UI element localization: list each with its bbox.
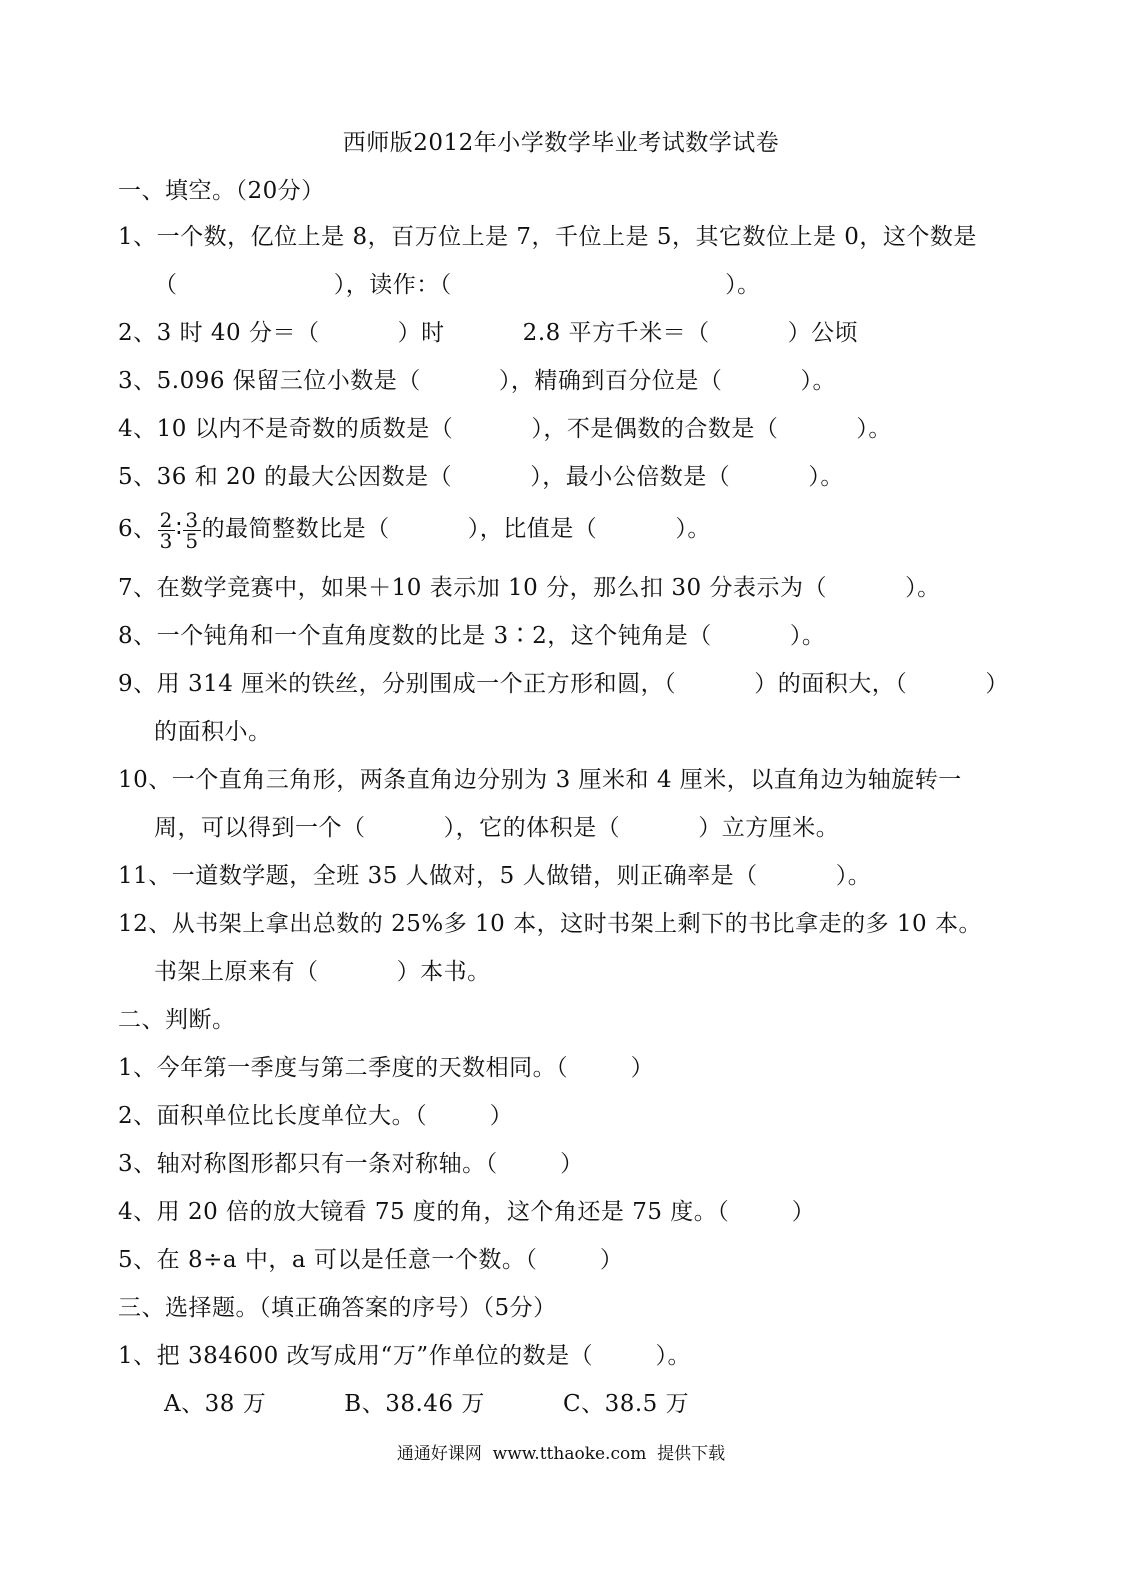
question-2-3: 3、轴对称图形都只有一条对称轴。（ ） (118, 1151, 584, 1177)
question-1-9-line2: 的面积小。 (154, 719, 272, 745)
question-1-10-line1: 10、一个直角三角形，两条直角边分别为 3 厘米和 4 厘米，以直角边为轴旋转一 (118, 767, 962, 793)
question-1-8: 8、一个钝角和一个直角度数的比是 3∶2，这个钝角是（ ）。 (118, 623, 826, 649)
question-1-12-line1: 12、从书架上拿出总数的 25%多 10 本，这时书架上剩下的书比拿走的多 10 本。 (118, 911, 982, 937)
section3-heading: 三、选择题。（填正确答案的序号）（5分） (118, 1295, 557, 1321)
fraction-numerator: 3 (185, 507, 199, 532)
section1-heading: 一、填空。（20分） (118, 178, 325, 204)
question-1-12-line2: 书架上原来有（ ）本书。 (154, 959, 491, 985)
question-1-2: 2、3 时 40 分＝（ ）时 2.8 平方千米＝（ ）公顷 (118, 320, 859, 346)
fraction-two-thirds (158, 507, 175, 553)
section2-heading: 二、判断。 (118, 1007, 236, 1033)
question-1-1-line1: 1、一个数，亿位上是 8，百万位上是 7，千位上是 5，其它数位上是 0，这个数是 (118, 224, 977, 250)
ratio-colon: ∶ (175, 516, 183, 542)
question-3-1-options: A、38 万 B、38.46 万 C、38.5 万 (164, 1391, 690, 1417)
q6-suffix: 的最简整数比是（ ），比值是（ ）。 (201, 516, 711, 542)
question-1-5: 5、36 和 20 的最大公因数是（ ），最小公倍数是（ ）。 (118, 464, 844, 490)
question-1-11: 11、一道数学题，全班 35 人做对，5 人做错，则正确率是（ ）。 (118, 863, 872, 889)
question-2-4: 4、用 20 倍的放大镜看 75 度的角，这个角还是 75 度。（ ） (118, 1199, 816, 1225)
question-1-4: 4、10 以内不是奇数的质数是（ ），不是偶数的合数是（ ）。 (118, 416, 892, 442)
page-title: 西师版2012年小学数学毕业考试数学试卷 (342, 130, 780, 156)
fraction-denominator: 5 (185, 528, 199, 553)
question-1-1-line2: （ ），读作：（ ）。 (154, 272, 761, 298)
question-1-9-line1: 9、用 314 厘米的铁丝，分别围成一个正方形和圆，（ ）的面积大，（ ） (118, 671, 1009, 697)
q6-prefix: 6、 (118, 516, 157, 542)
question-1-3: 3、5.096 保留三位小数是（ ），精确到百分位是（ ）。 (118, 368, 837, 394)
fraction-numerator: 2 (159, 507, 173, 532)
question-1-10-line2: 周，可以得到一个（ ），它的体积是（ ）立方厘米。 (154, 815, 840, 841)
question-3-1: 1、把 384600 改写成用“万”作单位的数是（ ）。 (118, 1343, 692, 1369)
question-1-7: 7、在数学竞赛中，如果＋10 表示加 10 分，那么扣 30 分表示为（ ）。 (118, 575, 941, 601)
question-2-5: 5、在 8÷a 中，a 可以是任意一个数。（ ） (118, 1247, 624, 1273)
page-footer: 通通好课网 www.tthaoke.com 提供下载 (396, 1444, 726, 1464)
question-1-6 (118, 504, 711, 554)
question-2-1: 1、今年第一季度与第二季度的天数相同。（ ） (118, 1055, 655, 1081)
question-2-2: 2、面积单位比长度单位大。（ ） (118, 1103, 514, 1129)
fraction-three-fifths (183, 507, 200, 553)
fraction-denominator: 3 (159, 528, 173, 553)
